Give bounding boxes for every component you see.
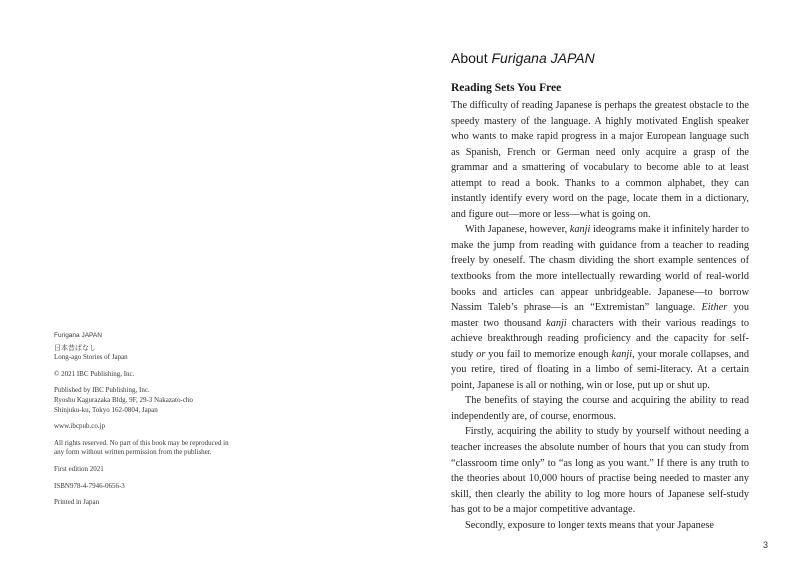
edition-block [54, 465, 294, 475]
page-number: 3 [763, 540, 769, 550]
page-title-prefix: About [451, 50, 492, 66]
publisher-address-1: Ryoshu Kagurazaka Bldg. 9F, 29-3 Nakazato-cho [54, 395, 193, 404]
section-heading: Reading Sets You Free [451, 82, 562, 94]
paragraph-2-text-d: characters with their various readings to achieve breakthrough reading proficiency and the capacity for self-study [451, 317, 749, 360]
copyright-page [54, 331, 294, 515]
printed-block [54, 498, 294, 508]
copyright-notice: © 2021 IBC Publishing, Inc. [54, 369, 135, 378]
article-body [451, 98, 749, 533]
isbn: ISBN978-4-7946-0656-3 [54, 481, 125, 490]
paragraph-2 [451, 222, 749, 393]
english-title: Long-ago Stories of Japan [54, 353, 128, 362]
paragraph-1: The difficulty of reading Japanese is perhaps the greatest obstacle to the speedy mastery of the language. A highly motivated English speaker who wants to make rapid progress in a major European language such as Spanish, French or German need only acquire a grasp of the grammar and a smattering of vocabulary to become able to at least attempt to read a book. Thanks to a common alphabet, they can instantly identify every word on the page, locate them in a dictionary, and figure out—more or less—what is going on. [451, 100, 749, 220]
paragraph-5: Secondly, exposure to longer texts means that your Japanese [465, 519, 714, 531]
publisher-address-2: Shinjuku-ku, Tokyo 162-0804, Japan [54, 405, 158, 414]
paragraph-2-text-b: ideograms make it infinitely harder to make the jump from reading with guidance from a teacher to reading freely by oneself. The chasm dividing the short example sentences of textbooks from the more intellectually rewarding world of real-world books and articles can appear unbridgeable. Japanese—to borrow Nassim Taleb’s phrase—is an “Extremistan” language. [451, 224, 749, 314]
copyright-block [54, 370, 294, 380]
paragraph-2-kanji-1: kanji [569, 224, 591, 236]
paragraph-2-kanji-3: kanji [611, 348, 633, 360]
rights-line-2: any form without written permission from the publisher. [54, 448, 212, 457]
printed-in: Printed in Japan [54, 498, 100, 507]
page-title-italic: Furigana JAPAN [491, 50, 595, 66]
edition-notice: First edition 2021 [54, 464, 104, 473]
series-title: Furigana JAPAN [54, 332, 102, 339]
publisher-block [54, 386, 294, 415]
paragraph-2-text-a: With Japanese, however, [465, 224, 570, 236]
paragraph-2-kanji-2: kanji [546, 317, 567, 329]
paragraph-2-text-f: , your morale collapses, and you retire, tired of floating in a limbo of semi-literacy. At a certain point, Japanese is all or nothing, win or lose, put up or shut up. [451, 348, 749, 391]
rights-line-1: All rights reserved. No part of this book may be reproduced in [54, 438, 229, 447]
book-title-block [54, 344, 294, 363]
rights-block [54, 439, 294, 458]
paragraph-4: Firstly, acquiring the ability to study by yourself without needing a teacher increases the absolute number of hours that you can study from “classroom time only” to “as long as you want.” If there is any truth to the theories about 10,000 hours of practise being needed to master any skill, then clearly the ability to log more hours of Japanese self-study has got to be a major competitive advantage. [451, 426, 749, 516]
isbn-block [54, 482, 294, 492]
publisher-website: www.ibcpub.co.jp [54, 422, 106, 431]
japanese-title: 日本昔ばなし [54, 343, 96, 352]
paragraph-2-or: or [476, 348, 486, 360]
page-title [451, 50, 595, 66]
paragraph-2-text-e: you fail to memorize enough [485, 348, 612, 360]
paragraph-3: The benefits of staying the course and acquiring the ability to read independently are, of course, enormous. [451, 395, 749, 422]
paragraph-2-either: Either [701, 302, 728, 314]
paragraph-2-text-c: you master two thousand [451, 302, 749, 329]
website-block [54, 422, 294, 432]
publisher-name: Published by IBC Publishing, Inc. [54, 386, 150, 395]
